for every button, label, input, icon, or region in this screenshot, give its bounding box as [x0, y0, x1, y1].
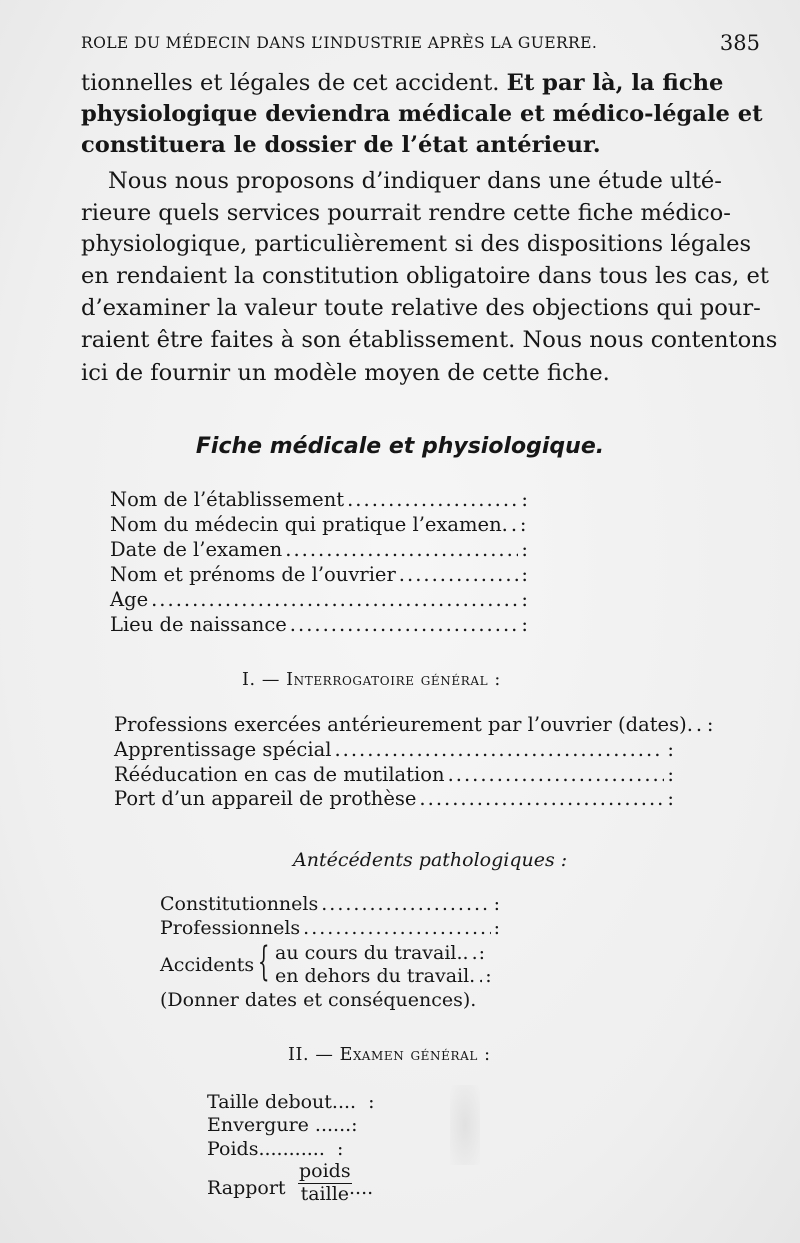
- section-1-field: [114, 738, 674, 761]
- field-label: en dehors du travail.: [275, 965, 476, 987]
- field-colon: :: [351, 1114, 358, 1136]
- field-colon: :: [336, 1138, 344, 1160]
- dot-leader: [478, 965, 482, 987]
- field-colon: :: [519, 513, 527, 536]
- field-colon: :: [521, 488, 528, 511]
- section-2-field: [207, 1138, 343, 1160]
- field-colon: :: [521, 563, 528, 586]
- ratio-suffix: ....: [349, 1177, 374, 1199]
- field-colon: :: [493, 893, 500, 915]
- dot-leader: [511, 513, 517, 536]
- antecedents-note: (Donner dates et conséquences).: [160, 989, 477, 1011]
- paragraph-line: d’examiner la valeur toute relative des objections qui pour-: [81, 295, 761, 321]
- dot-leader: [290, 613, 519, 636]
- identity-field: [110, 538, 528, 561]
- intro-line-1-normal: tionnelles et légales de cet accident.: [81, 70, 507, 96]
- dot-leader: [419, 787, 664, 810]
- paper-smudge: [450, 1085, 480, 1165]
- paragraph-line: ici de fournir un modèle moyen de cette fiche.: [81, 360, 610, 386]
- field-label: Rééducation en cas de mutilation: [114, 763, 445, 786]
- field-label: Lieu de naissance: [110, 613, 287, 636]
- identity-field: [110, 563, 528, 586]
- field-colon: :: [493, 917, 500, 939]
- field-colon: :: [485, 965, 492, 987]
- identity-field: [110, 613, 528, 636]
- identity-field: [110, 488, 528, 511]
- fiche-title: Fiche médicale et physiologique.: [195, 434, 605, 459]
- antecedents-field: [160, 893, 500, 915]
- section-2-field: [207, 1114, 358, 1136]
- field-label: Constitutionnels: [160, 893, 319, 915]
- field-label: au cours du travail..: [275, 942, 469, 964]
- field-label: Age: [110, 588, 149, 611]
- accidents-option: [275, 965, 500, 987]
- paragraph-line: raient être faites à son établissement. Nous nous contentons: [81, 327, 778, 353]
- identity-field: [110, 513, 528, 536]
- field-colon: :: [521, 613, 528, 636]
- field-colon: :: [667, 763, 674, 786]
- field-label: Nom du médecin qui pratique l’examen.: [110, 513, 508, 536]
- antecedents-heading: Antécédents pathologiques :: [293, 849, 568, 871]
- field-label: Taille debout....: [207, 1091, 357, 1113]
- intro-line-1: [81, 72, 723, 95]
- dot-leader: [285, 538, 518, 561]
- field-colon: :: [521, 588, 528, 611]
- field-label: Envergure ......: [207, 1114, 352, 1136]
- dot-leader: [347, 488, 518, 511]
- field-label: Nom de l’établissement: [110, 488, 345, 511]
- intro-line-2: physiologique deviendra médicale et médico-légale et: [81, 101, 763, 127]
- section-2-heading: II. — Examen général :: [288, 1045, 491, 1065]
- dot-leader: [696, 713, 704, 736]
- paragraph-line: physiologique, particulièrement si des dispositions légales: [81, 231, 752, 257]
- section-1-heading: I. — Interrogatoire général :: [242, 670, 501, 690]
- section-1-field: [114, 713, 714, 736]
- paragraph-line: rieure quels services pourrait rendre cette fiche médico-: [81, 200, 731, 226]
- page-number: 385: [719, 31, 760, 55]
- field-colon: :: [667, 787, 674, 810]
- antecedents-field: [160, 917, 500, 939]
- dot-leader: [399, 563, 519, 586]
- dot-leader: [303, 917, 490, 939]
- ratio-label: Rapport: [207, 1177, 286, 1199]
- paragraph-line: en rendaient la constitution obligatoire dans tous les cas, et: [81, 263, 769, 289]
- intro-line-1-bold: Et par là, la fiche: [506, 70, 724, 96]
- dot-leader: [321, 893, 490, 915]
- field-label: Nom et prénoms de l’ouvrier: [110, 563, 396, 586]
- section-1-field: [114, 763, 674, 786]
- dot-leader: [151, 588, 518, 611]
- accidents-label: Accidents: [160, 954, 255, 976]
- section-1-field: [114, 787, 674, 810]
- field-label: Port d’un appareil de prothèse: [114, 787, 417, 810]
- field-label: Professionnels: [160, 917, 301, 939]
- field-colon: :: [478, 942, 485, 964]
- ratio-fraction: [298, 1161, 352, 1206]
- field-label: Date de l’examen: [110, 538, 283, 561]
- field-colon: :: [368, 1091, 375, 1113]
- field-label: Apprentissage spécial: [114, 738, 332, 761]
- ratio-numerator: poids: [299, 1160, 351, 1182]
- section-2-field: [207, 1091, 375, 1113]
- identity-field: [110, 588, 528, 611]
- dot-leader: [448, 763, 665, 786]
- intro-line-3: constituera le dossier de l’état antérieur.: [81, 132, 601, 158]
- field-label: Professions exercées antérieurement par l’ouvrier (dates).: [114, 713, 693, 736]
- dot-leader: [334, 738, 664, 761]
- field-colon: :: [706, 713, 714, 736]
- dot-leader: [472, 942, 476, 964]
- field-label: Poids...........: [207, 1138, 325, 1160]
- running-header: ROLE DU MÉDECIN DANS L’INDUSTRIE APRÈS LA GUERRE.: [81, 34, 598, 52]
- field-colon: :: [667, 738, 674, 761]
- paragraph-line: Nous nous proposons d’indiquer dans une étude ulté-: [108, 168, 722, 194]
- brace-glyph: {: [258, 939, 270, 985]
- accidents-option: [275, 942, 500, 964]
- ratio-denominator: taille: [300, 1182, 350, 1205]
- field-colon: :: [521, 538, 528, 561]
